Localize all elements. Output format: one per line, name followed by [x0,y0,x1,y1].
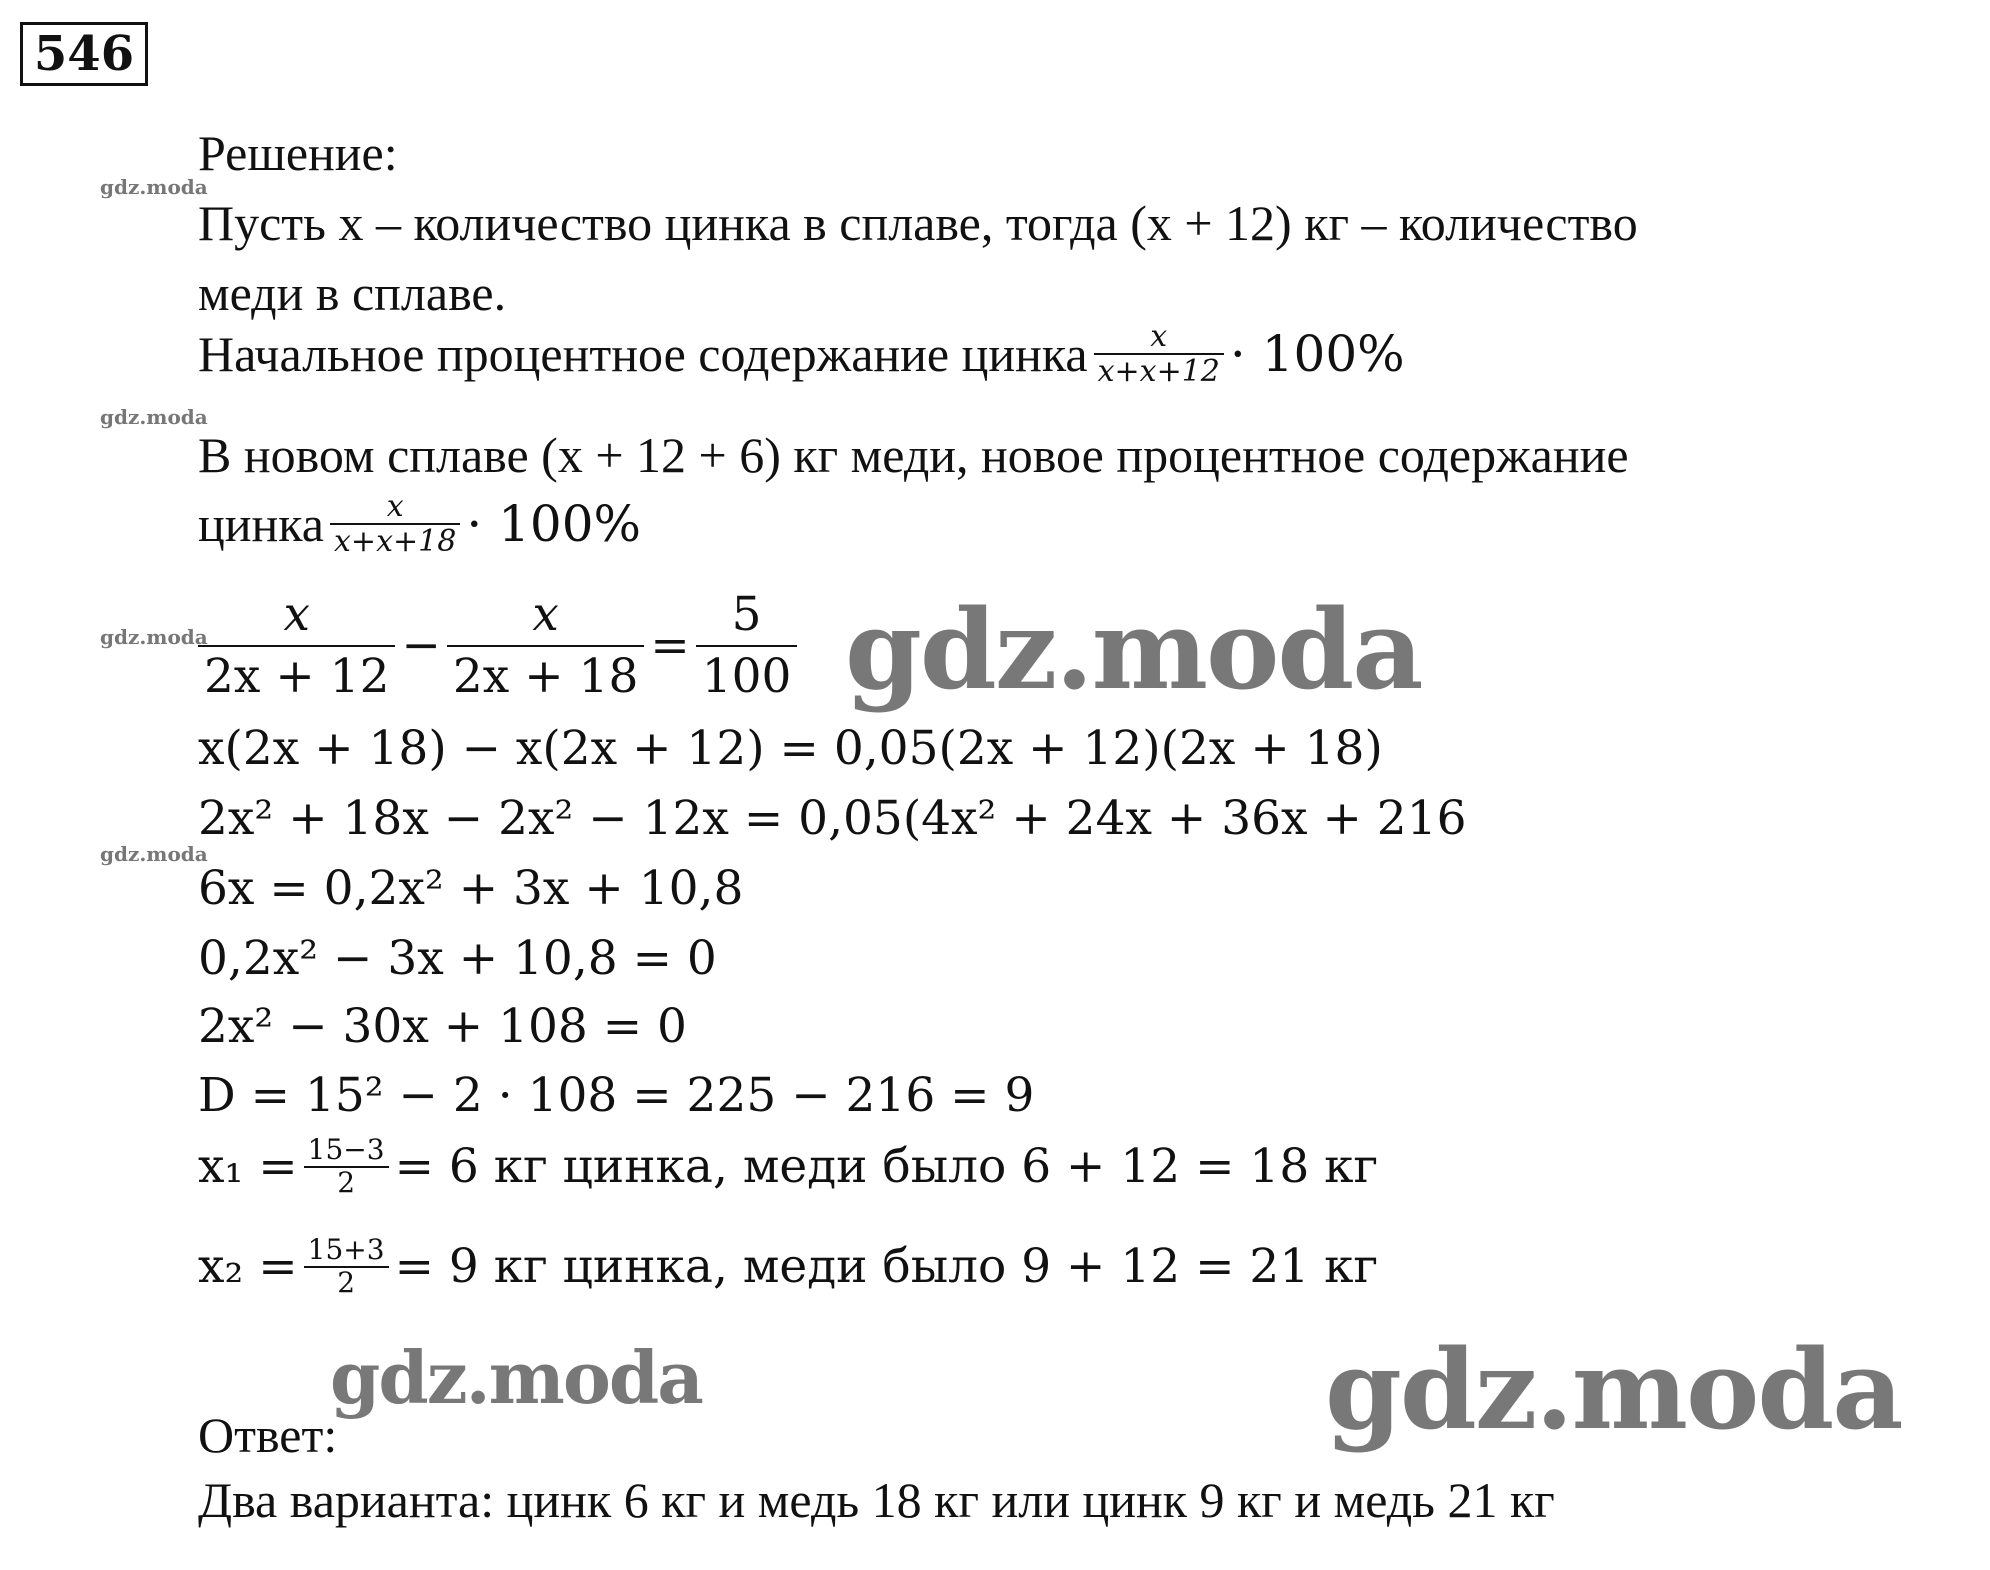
step-4: 0,2x² − 3x + 10,8 = 0 [198,931,717,986]
equation-fraction-3-denominator: 100 [701,648,792,704]
watermark-large-bottom-left: gdz.moda [330,1335,702,1420]
root-1-fraction [304,1135,389,1199]
initial-fraction-denominator: x+x+12 [1097,354,1220,389]
step-1: x(2x + 18) − x(2x + 12) = 0,05(2x + 12)(2x + 18) [198,721,1383,776]
root-1-rhs: = 6 кг цинка, меди было 6 + 12 = 18 кг [394,1139,1379,1195]
task-number-badge [20,22,148,86]
root-1-denominator: 2 [337,1165,356,1199]
root-2-rhs: = 9 кг цинка, меди было 9 + 12 = 21 кг [394,1239,1379,1295]
new-alloy-line-1: В новом сплаве (x + 12 + 6) кг меди, новое процентное содержание [198,427,1629,483]
new-alloy-line-2 [198,490,641,558]
watermark-small-1: gdz.moda [100,175,208,199]
root-2-denominator: 2 [337,1265,356,1299]
initial-content-line [198,320,1405,388]
main-equation [192,585,803,706]
step-3: 6x = 0,2x² + 3x + 10,8 [198,861,744,916]
intro-line-1: Пусть x – количество цинка в сплаве, тогда (x + 12) кг – количество [198,195,1638,251]
new-fraction [330,490,460,558]
solution-heading: Решение: [198,125,398,181]
root-2-fraction [304,1235,389,1299]
watermark-large-center: gdz.moda [845,585,1422,714]
equation-fraction-3-numerator: 5 [731,587,762,642]
answer-text: Два варианта: цинк 6 кг и медь 18 кг или цинк 9 кг и медь 21 кг [198,1472,1555,1528]
equation-fraction-1-numerator: x [283,587,310,642]
equation-fraction-1 [198,585,395,706]
root-1-line [198,1135,1378,1199]
equation-fraction-3 [696,585,798,706]
answer-heading: Ответ: [198,1407,338,1463]
initial-fraction-numerator: x [1150,319,1168,354]
watermark-small-2: gdz.moda [100,405,208,429]
task-number: 546 [33,26,135,82]
new-percent-factor: · 100% [466,495,642,553]
root-2-numerator: 15+3 [307,1233,385,1266]
root-2-line [198,1235,1378,1299]
equation-fraction-2 [447,585,644,706]
step-5: 2x² − 30x + 108 = 0 [198,999,687,1054]
root-1-lhs: x₁ = [198,1139,298,1195]
equation-fraction-1-denominator: 2x + 12 [204,648,390,704]
initial-percent-factor: · 100% [1229,325,1405,383]
root-2-lhs: x₂ = [198,1239,298,1295]
initial-fraction [1094,320,1224,388]
root-1-numerator: 15−3 [307,1133,385,1166]
new-fraction-numerator: x [386,489,404,524]
new-fraction-denominator: x+x+18 [334,524,457,559]
watermark-small-3: gdz.moda [100,625,208,649]
initial-text: Начальное процентное содержание цинка [198,326,1088,382]
intro-line-2: меди в сплаве. [198,265,507,321]
equation-minus: − [401,618,441,674]
equation-fraction-2-numerator: x [532,587,559,642]
equation-fraction-2-denominator: 2x + 18 [452,648,639,704]
watermark-small-4: gdz.moda [100,842,208,866]
equation-equals: = [650,618,690,674]
step-2: 2x² + 18x − 2x² − 12x = 0,05(4x² + 24x + 36x + 216 [198,791,1467,846]
new-alloy-word: цинка [198,496,325,552]
watermark-large-bottom-right: gdz.moda [1325,1325,1902,1454]
step-6: D = 15² − 2 · 108 = 225 − 216 = 9 [198,1068,1035,1123]
